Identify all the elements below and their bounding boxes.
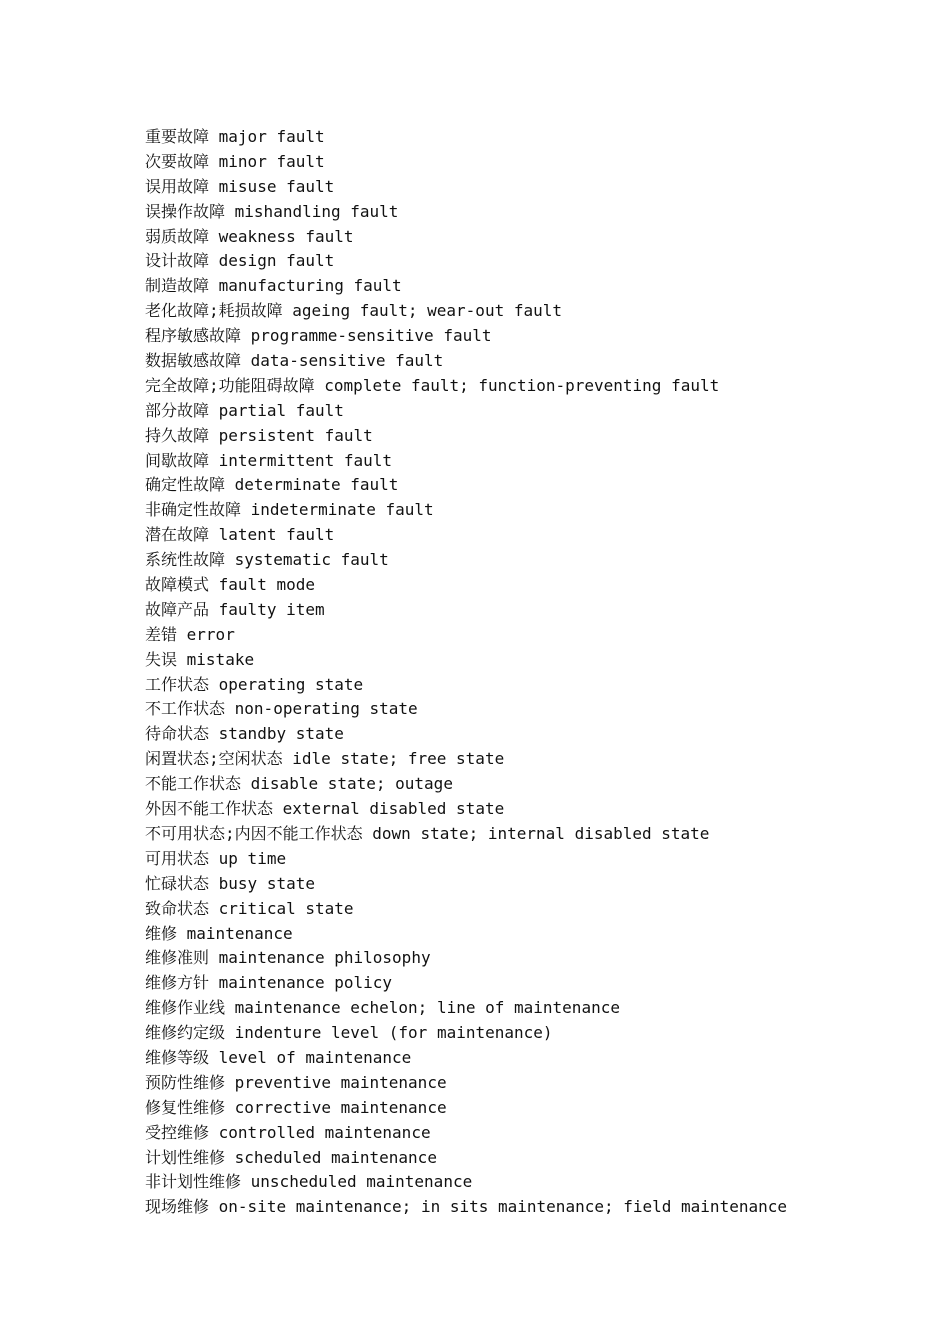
term-english: maintenance policy [218, 973, 393, 993]
term-chinese: 部分故障 [145, 400, 210, 420]
term-chinese: 不可用状态;内因不能工作状态 [145, 823, 363, 843]
term-chinese: 现场维修 [145, 1197, 210, 1217]
term-chinese: 维修方针 [145, 973, 210, 993]
term-line [145, 249, 787, 274]
term-line [145, 424, 787, 449]
term-line [145, 299, 787, 324]
term-english: standby state [218, 724, 344, 744]
term-list [145, 125, 787, 1220]
term-chinese: 重要故障 [145, 127, 210, 146]
term-line [145, 598, 787, 623]
term-chinese: 修复性维修 [145, 1097, 226, 1117]
term-chinese: 工作状态 [145, 674, 210, 694]
term-chinese: 外因不能工作状态 [145, 799, 274, 819]
term-line [145, 498, 787, 523]
term-line [145, 1121, 787, 1146]
term-english: up time [218, 848, 287, 868]
term-line [145, 1071, 787, 1096]
term-english: weakness fault [218, 226, 354, 246]
term-line [145, 797, 787, 822]
term-line [145, 399, 787, 424]
term-chinese: 维修约定级 [145, 1023, 226, 1043]
term-line [145, 971, 787, 996]
term-line [145, 449, 787, 474]
term-chinese: 维修准则 [145, 948, 210, 968]
term-english: busy state [218, 873, 315, 893]
term-chinese: 闲置状态;空闲状态 [145, 749, 283, 769]
term-english: corrective maintenance [234, 1097, 447, 1117]
term-english: maintenance philosophy [218, 948, 431, 968]
term-english: scheduled maintenance [234, 1147, 437, 1167]
term-line [145, 175, 787, 200]
term-chinese: 非确定性故障 [145, 500, 242, 520]
term-chinese: 数据敏感故障 [145, 351, 242, 371]
term-english: non-operating state [234, 699, 418, 719]
term-english: complete fault; function-preventing fault [324, 375, 720, 395]
term-chinese: 待命状态 [145, 724, 210, 744]
term-line [145, 722, 787, 747]
term-line [145, 374, 787, 399]
term-english: mishandling fault [234, 201, 399, 221]
term-chinese: 不能工作状态 [145, 774, 242, 794]
term-english: idle state; free state [292, 749, 505, 769]
term-chinese: 误用故障 [145, 176, 210, 196]
term-english: maintenance echelon; line of maintenance [234, 998, 620, 1018]
term-chinese: 次要故障 [145, 151, 210, 171]
term-english: determinate fault [234, 475, 399, 495]
term-chinese: 确定性故障 [145, 475, 226, 495]
term-line [145, 623, 787, 648]
term-chinese: 维修等级 [145, 1047, 210, 1067]
term-line [145, 946, 787, 971]
term-chinese: 故障产品 [145, 599, 210, 619]
term-line [145, 1021, 787, 1046]
term-line [145, 772, 787, 797]
term-english: disable state; outage [250, 774, 453, 794]
term-chinese: 误操作故障 [145, 201, 226, 221]
term-chinese: 完全故障;功能阻碍故障 [145, 375, 315, 395]
term-line [145, 1146, 787, 1171]
term-chinese: 持久故障 [145, 425, 210, 445]
term-chinese: 忙碌状态 [145, 873, 210, 893]
term-english: down state; internal disabled state [372, 823, 710, 843]
term-english: intermittent fault [218, 450, 393, 470]
term-chinese: 非计划性维修 [145, 1172, 242, 1192]
term-english: critical state [218, 898, 354, 918]
term-chinese: 老化故障;耗损故障 [145, 301, 283, 321]
term-chinese: 制造故障 [145, 276, 210, 296]
term-english: fault mode [218, 575, 315, 595]
term-line [145, 697, 787, 722]
term-chinese: 失误 [145, 649, 178, 669]
term-english: level of maintenance [218, 1047, 412, 1067]
term-english: misuse fault [218, 176, 335, 196]
term-line [145, 922, 787, 947]
term-english: data-sensitive fault [250, 351, 444, 371]
term-english: operating state [218, 674, 364, 694]
term-line [145, 1170, 787, 1195]
term-english: persistent fault [218, 425, 373, 445]
term-line [145, 872, 787, 897]
term-english: external disabled state [282, 799, 505, 819]
term-line [145, 648, 787, 673]
term-english: partial fault [218, 400, 344, 420]
term-line [145, 673, 787, 698]
term-chinese: 维修作业线 [145, 998, 226, 1018]
term-line [145, 473, 787, 498]
term-chinese: 系统性故障 [145, 550, 226, 570]
term-line [145, 822, 787, 847]
term-chinese: 潜在故障 [145, 525, 210, 545]
term-english: programme-sensitive fault [250, 326, 492, 346]
term-line [145, 523, 787, 548]
term-chinese: 不工作状态 [145, 699, 226, 719]
term-line [145, 1195, 787, 1220]
term-line [145, 847, 787, 872]
term-chinese: 可用状态 [145, 848, 210, 868]
term-english: systematic fault [234, 550, 389, 570]
term-chinese: 设计故障 [145, 251, 210, 271]
term-english: unscheduled maintenance [250, 1172, 473, 1192]
term-line [145, 548, 787, 573]
term-english: error [186, 624, 235, 644]
term-line [145, 747, 787, 772]
term-english: major fault [218, 127, 325, 146]
term-english: latent fault [218, 525, 335, 545]
term-english: manufacturing fault [218, 276, 402, 296]
term-chinese: 致命状态 [145, 898, 210, 918]
term-english: ageing fault; wear-out fault [292, 301, 562, 321]
term-line [145, 1096, 787, 1121]
term-english: on-site maintenance; in sits maintenance; field maintenance [218, 1197, 787, 1217]
term-chinese: 计划性维修 [145, 1147, 226, 1167]
term-line [145, 349, 787, 374]
term-english: maintenance [186, 923, 293, 943]
term-line [145, 200, 787, 225]
term-english: mistake [186, 649, 255, 669]
term-line [145, 150, 787, 175]
term-english: controlled maintenance [218, 1122, 431, 1142]
term-chinese: 间歇故障 [145, 450, 210, 470]
term-chinese: 故障模式 [145, 575, 210, 595]
term-chinese: 受控维修 [145, 1122, 210, 1142]
term-line [145, 897, 787, 922]
term-chinese: 维修 [145, 923, 178, 943]
term-chinese: 预防性维修 [145, 1072, 226, 1092]
term-chinese: 程序敏感故障 [145, 326, 242, 346]
term-english: design fault [218, 251, 335, 271]
term-line [145, 324, 787, 349]
term-english: indeterminate fault [250, 500, 434, 520]
term-line [145, 225, 787, 250]
term-chinese: 差错 [145, 624, 178, 644]
term-line [145, 1046, 787, 1071]
term-chinese: 弱质故障 [145, 226, 210, 246]
term-line [145, 573, 787, 598]
term-english: faulty item [218, 599, 325, 619]
term-line [145, 996, 787, 1021]
term-english: indenture level (for maintenance) [234, 1023, 553, 1043]
term-english: minor fault [218, 151, 325, 171]
term-line [145, 125, 787, 150]
term-line [145, 274, 787, 299]
term-english: preventive maintenance [234, 1072, 447, 1092]
